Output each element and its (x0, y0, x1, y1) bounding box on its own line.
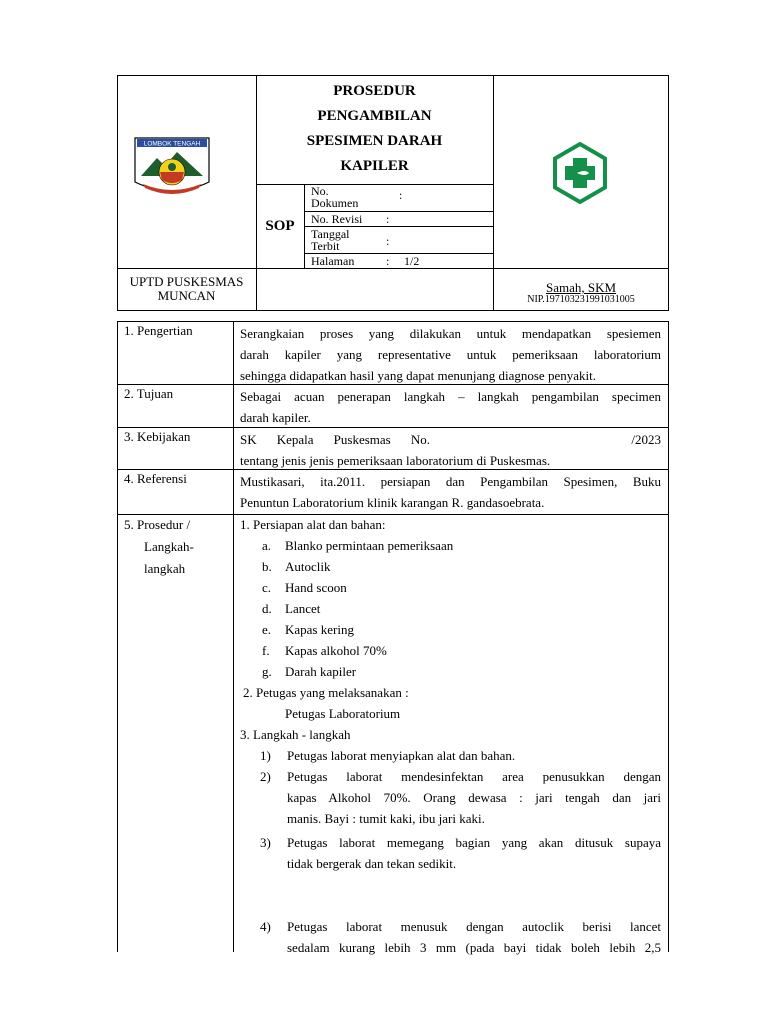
title-line: SPESIMEN DARAH (306, 133, 443, 149)
prosedur-content (240, 514, 661, 958)
label-line: langkah (144, 561, 186, 576)
signer-nip: NIP.197103231991031005 (527, 294, 635, 305)
org-line: UPTD PUSKESMAS (129, 274, 244, 289)
meta-sep: : (386, 212, 390, 226)
row-label-referensi: 4. Referensi (124, 471, 187, 486)
title-line: PROSEDUR (333, 83, 416, 99)
text-line: sehingga didapatkan hasil yang dapat menunjang diagnose penyakit. (240, 368, 596, 383)
row-label-pengertian: 1. Pengertian (124, 323, 193, 338)
list-item: c. Hand scoon (262, 580, 347, 595)
meta-label: No. Dokumen (311, 184, 359, 210)
step-item: 2) Petugas laborat mendesinfektan area penusukkan dengan kapas Alkohol 70%. Orang dewasa : jari tengah dan jari manis. Bayi : tumit kaki, ibu jari kaki. (260, 769, 661, 826)
text-line: Mustikasari, ita.2011. persiapan dan Pengambilan Spesimen, Buku (240, 474, 661, 489)
meta-sep: : (399, 188, 403, 202)
text-line: /2023 (631, 432, 661, 447)
list-item: e. Kapas kering (262, 622, 354, 637)
lombok-tengah-logo (133, 136, 211, 202)
text-line: Sebagai acuan penerapan langkah – langkah pengambilan specimen (240, 389, 661, 404)
row-label-prosedur (124, 514, 194, 580)
list-item: b. Autoclik (262, 559, 331, 574)
sop-label: SOP (265, 218, 295, 234)
meta-tanggal-terbit: Tanggal Terbit (311, 227, 350, 253)
row-label-tujuan: 2. Tujuan (124, 386, 174, 401)
meta-halaman-value: 1/2 (404, 254, 420, 268)
org-line: MUNCAN (157, 288, 216, 303)
step-item: 1) Petugas laborat menyiapkan alat dan bahan. (260, 748, 516, 763)
meta-halaman: Halaman (311, 254, 355, 268)
step-item: 3) Petugas laborat memegang bagian yang akan ditusuk supaya tidak bergerak dan tekan sedikit. (260, 835, 661, 871)
title-line: PENGAMBILAN (317, 108, 432, 124)
row-label-kebijakan: 3. Kebijakan (124, 429, 191, 444)
puskesmas-logo (549, 142, 611, 204)
list-item: a. Blanko permintaan pemeriksaan (262, 538, 454, 553)
row-text-referensi (240, 471, 661, 513)
org-name (117, 275, 256, 303)
text-line: tentang jenis jenis pemeriksaan laboratorium di Puskesmas. (240, 453, 551, 468)
section-value: Petugas Laboratorium (285, 706, 401, 721)
logo-caption: LOMBOK TENGAH (143, 140, 201, 148)
section-heading: 1. Persiapan alat dan bahan: (240, 517, 386, 532)
list-item: g. Darah kapiler (262, 664, 357, 679)
meta-no-revisi: No. Revisi (311, 212, 363, 226)
text-line: Penuntun Laboratorium klinik karangan R. gandasoebrata. (240, 495, 545, 510)
meta-sep: : (386, 254, 390, 268)
row-text-pengertian (240, 323, 661, 386)
row-text-kebijakan (240, 429, 661, 471)
label-line: 5. Prosedur / (124, 517, 191, 532)
row-text-tujuan (240, 386, 661, 428)
section-heading: 2. Petugas yang melaksanakan : (243, 685, 409, 700)
label-line: Langkah- (144, 539, 194, 554)
list-item: d. Lancet (262, 601, 321, 616)
title-line: KAPILER (340, 158, 409, 174)
step-item: 4) Petugas laborat menusuk dengan autoclik berisi lancet sedalam kurang lebih 3 mm (pada bayi tidak boleh lebih 2,5 (260, 919, 661, 955)
list-item: f. Kapas alkohol 70% (262, 643, 387, 658)
meta-no-dokumen (311, 185, 359, 209)
text-line: darah kapiler. (240, 410, 311, 425)
section-heading: 3. Langkah - langkah (240, 727, 351, 742)
text-line: darah kapiler yang representative untuk pemeriksaan laboratorium (240, 347, 661, 362)
signer-name: Samah, SKM (545, 280, 617, 295)
meta-sep: : (386, 234, 390, 248)
text-line: SK Kepala Puskesmas No. (240, 432, 430, 447)
text-line: Serangkaian proses yang dilakukan untuk mendapatkan spesiemen (240, 326, 661, 341)
sop-title (256, 79, 493, 179)
